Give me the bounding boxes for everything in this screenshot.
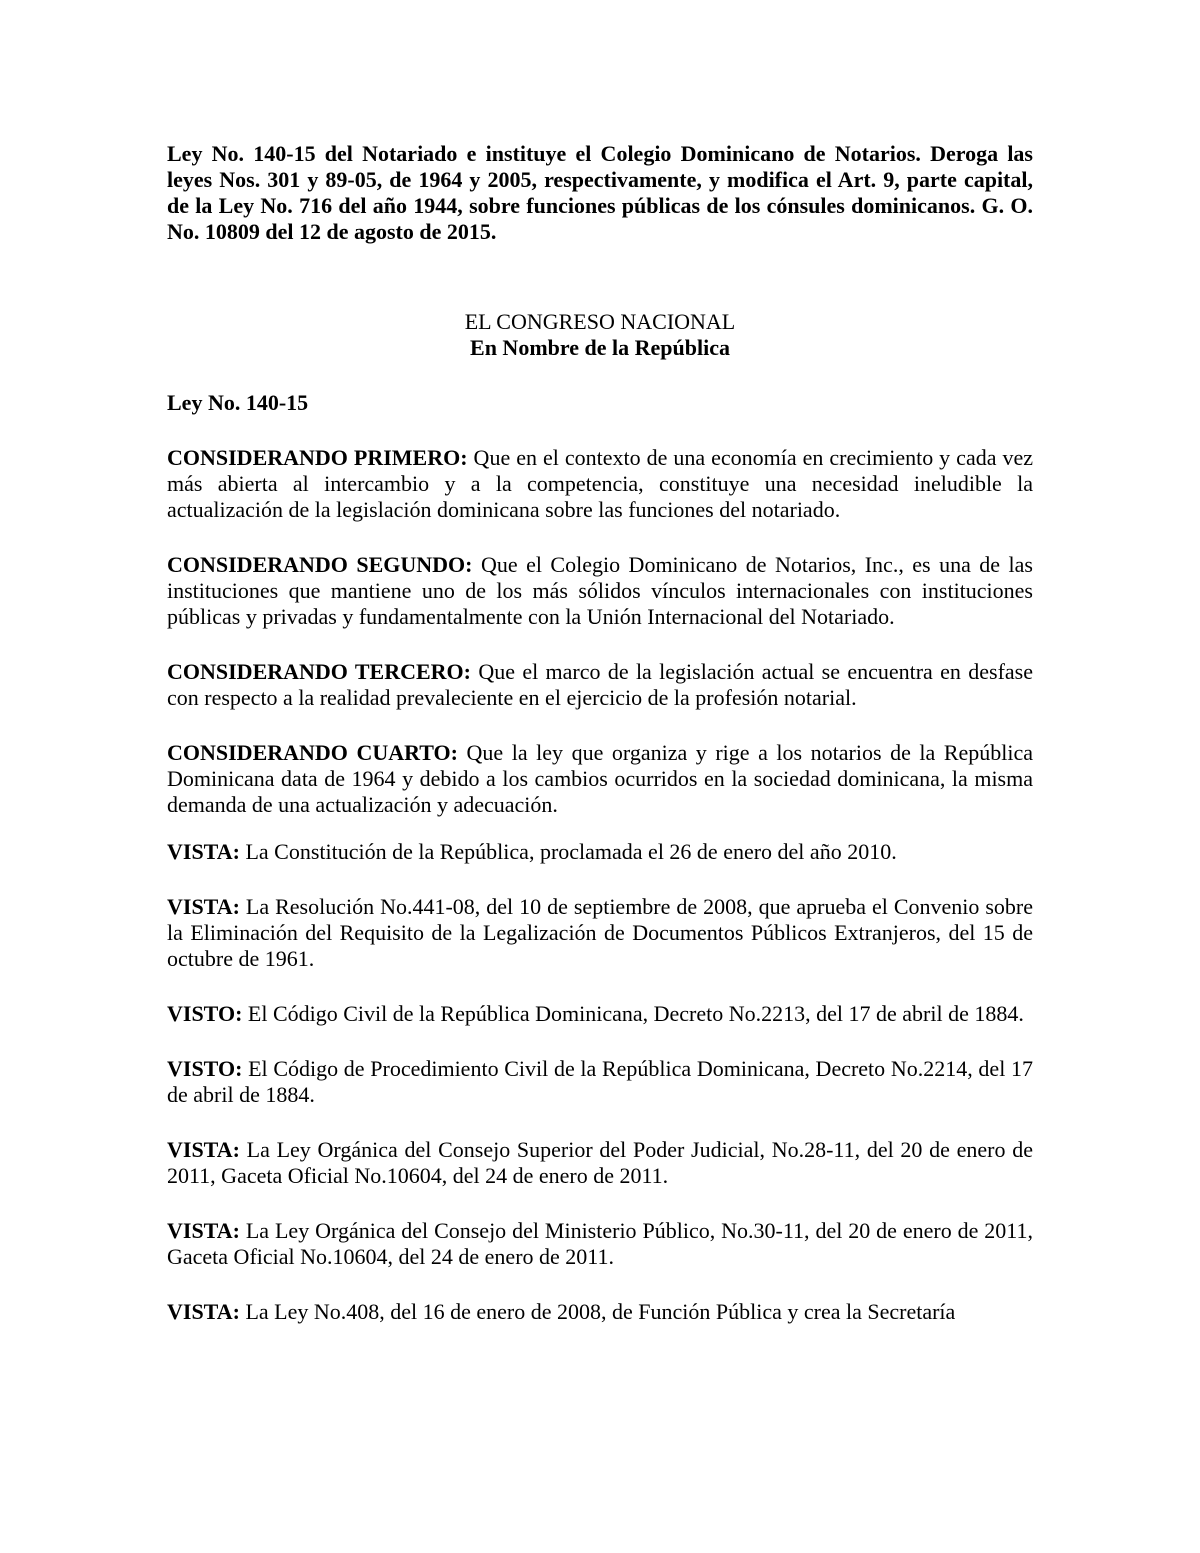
paragraph-text: Que el Colegio Dominicano de Notarios, Inc., es una de las instituciones que mantiene uno de los más sólidos vínculos internacionales con instituciones públicas y privadas y fundamentalmente con la Unión Internacional del Notariado. <box>167 552 1033 629</box>
paragraph-lead: CONSIDERANDO CUARTO: <box>167 740 458 765</box>
paragraph-vista-constitucion <box>167 839 1033 865</box>
paragraph-visto-codigo-procedimiento <box>167 1056 1033 1108</box>
paragraph-lead: VISTA: <box>167 1137 240 1162</box>
paragraph-lead: CONSIDERANDO TERCERO: <box>167 659 471 684</box>
paragraph-lead: VISTO: <box>167 1056 243 1081</box>
paragraph-lead: VISTA: <box>167 839 240 864</box>
law-number: Ley No. 140-15 <box>167 390 309 415</box>
document-content <box>167 141 1033 1325</box>
paragraph-text: La Ley No.408, del 16 de enero de 2008, de Función Pública y crea la Secretaría <box>239 1299 956 1324</box>
paragraph-vista-ley-consejo-judicial <box>167 1137 1033 1189</box>
paragraph-lead: VISTA: <box>167 1218 240 1243</box>
paragraph-considerando-tercero <box>167 659 1033 711</box>
paragraph-text: El Código de Procedimiento Civil de la República Dominicana, Decreto No.2214, del 17 de abril de 1884. <box>167 1056 1033 1107</box>
paragraph-text: La Ley Orgánica del Consejo Superior del Poder Judicial, No.28-11, del 20 de enero de 2011, Gaceta Oficial No.10604, del 24 de enero de 2011. <box>167 1137 1033 1188</box>
paragraph-vista-ley-funcion-publica <box>167 1299 1033 1325</box>
paragraph-text: La Ley Orgánica del Consejo del Ministerio Público, No.30-11, del 20 de enero de 2011, Gaceta Oficial No.10604, del 24 de enero de 2011. <box>167 1218 1033 1269</box>
paragraph-considerando-segundo <box>167 552 1033 630</box>
congress-heading: EL CONGRESO NACIONAL <box>464 309 736 334</box>
paragraph-lead: CONSIDERANDO PRIMERO: <box>167 445 468 470</box>
paragraph-considerando-cuarto <box>167 740 1033 818</box>
paragraph-text: Que en el contexto de una economía en crecimiento y cada vez más abierta al intercambio y a la competencia, constituye una necesidad ineludible la actualización de la legislación dominicana sobre las funciones del notariado. <box>167 445 1033 522</box>
paragraph-lead: CONSIDERANDO SEGUNDO: <box>167 552 473 577</box>
republic-heading: En Nombre de la República <box>470 335 730 360</box>
paragraph-lead: VISTO: <box>167 1001 243 1026</box>
paragraph-lead: VISTA: <box>167 894 240 919</box>
paragraph-text: Que la ley que organiza y rige a los notarios de la República Dominicana data de 1964 y debido a los cambios ocurridos en la sociedad dominicana, la misma demanda de una actualización y adecuación. <box>167 740 1034 817</box>
paragraph-lead: VISTA: <box>167 1299 240 1324</box>
heading-block <box>167 309 1033 361</box>
paragraph-text: La Constitución de la República, proclamada el 26 de enero del año 2010. <box>239 839 897 864</box>
paragraph-considerando-primero <box>167 445 1033 523</box>
paragraph-text: Que el marco de la legislación actual se encuentra en desfase con respecto a la realidad prevaleciente en el ejercicio de la profesión notarial. <box>167 659 1034 710</box>
law-title: Ley No. 140-15 del Notariado e instituye el Colegio Dominicano de Notarios. Deroga las leyes Nos. 301 y 89-05, de 1964 y 2005, respectivamente, y modifica el Art. 9, parte capital, de la Ley No. 716 del año 1944, sobre funciones públicas de los cónsules dominicanos. G. O. No. 10809 del 12 de agosto de 2015. <box>167 141 1033 244</box>
paragraph-vista-resolucion <box>167 894 1033 972</box>
paragraph-vista-ley-ministerio-publico <box>167 1218 1033 1270</box>
paragraph-visto-codigo-civil <box>167 1001 1033 1027</box>
paragraph-text: La Resolución No.441-08, del 10 de septiembre de 2008, que aprueba el Convenio sobre la Eliminación del Requisito de la Legalización de Documentos Públicos Extranjeros, del 15 de octubre de 1961. <box>167 894 1033 971</box>
paragraph-text: El Código Civil de la República Dominicana, Decreto No.2213, del 17 de abril de 1884. <box>242 1001 1024 1026</box>
